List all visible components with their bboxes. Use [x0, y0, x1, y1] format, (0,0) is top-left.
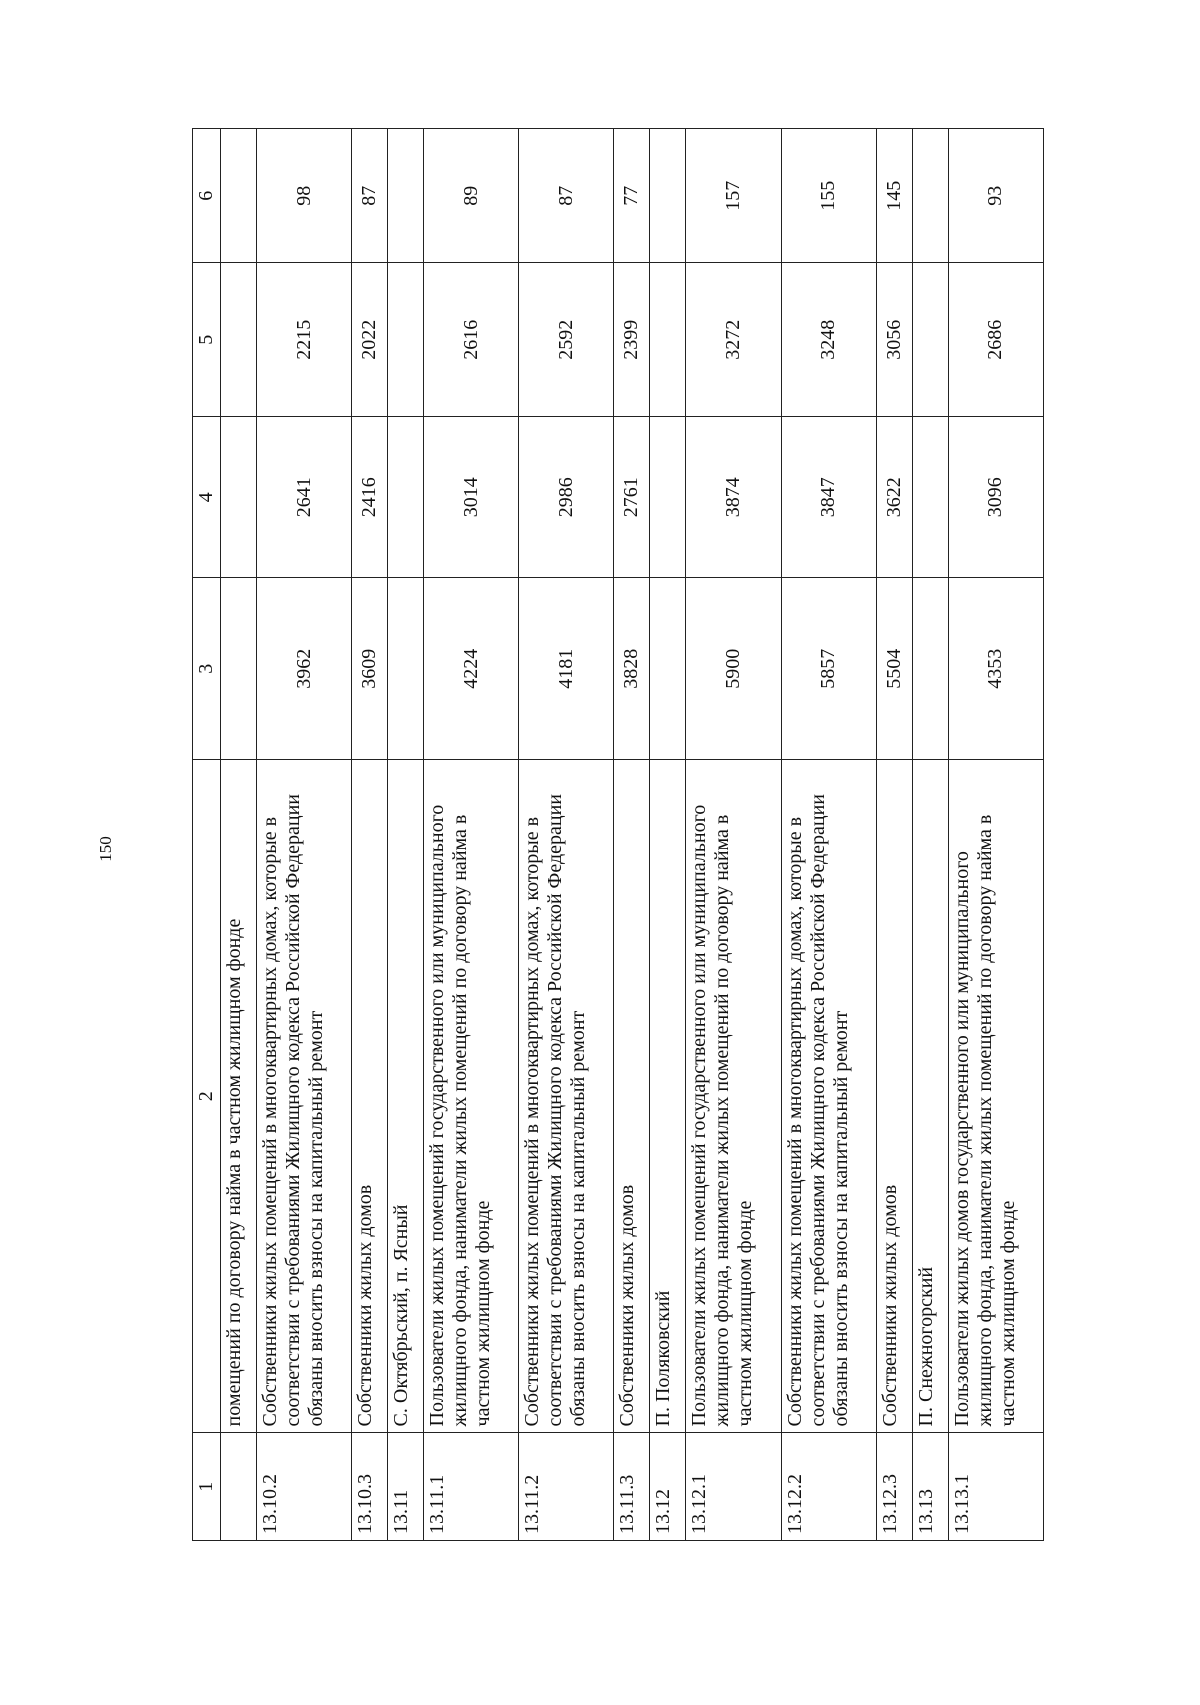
page-number: 150	[96, 836, 115, 862]
row-description: Собственники жилых помещений в многоквартирных домах, которые в соответствии с требованиями Жилищного кодекса Российской Федерации обязаны вносить взносы на капитальный ремонт	[781, 760, 876, 1433]
row-value	[912, 578, 948, 760]
row-value: 89	[424, 129, 519, 263]
header-row	[193, 129, 221, 1541]
tariff-table	[192, 128, 1044, 1541]
row-value	[221, 417, 257, 578]
row-value: 145	[876, 129, 912, 263]
row-value: 2592	[519, 263, 614, 417]
row-code: 13.10.3	[352, 1433, 388, 1541]
table-row	[650, 129, 686, 1541]
table-row	[221, 129, 257, 1541]
row-value: 4353	[948, 578, 1043, 760]
row-value: 2761	[614, 417, 650, 578]
header-cell: 6	[193, 129, 221, 263]
row-value	[912, 129, 948, 263]
row-value: 2641	[257, 417, 352, 578]
row-description: Собственники жилых домов	[876, 760, 912, 1433]
row-value: 2616	[424, 263, 519, 417]
table-row	[948, 129, 1043, 1541]
header-cell: 3	[193, 578, 221, 760]
row-value	[912, 417, 948, 578]
row-code: 13.11.3	[614, 1433, 650, 1541]
row-value	[650, 263, 686, 417]
row-code: 13.12.3	[876, 1433, 912, 1541]
row-value: 3622	[876, 417, 912, 578]
row-value: 155	[781, 129, 876, 263]
table-row	[352, 129, 388, 1541]
row-value	[388, 417, 424, 578]
row-code: 13.11.1	[424, 1433, 519, 1541]
table-body	[193, 129, 1044, 1541]
row-value	[650, 578, 686, 760]
row-value: 5504	[876, 578, 912, 760]
row-code: 13.11	[388, 1433, 424, 1541]
tariff-table-rotated	[192, 128, 1044, 1541]
row-value	[221, 578, 257, 760]
row-value	[221, 263, 257, 417]
row-value: 3847	[781, 417, 876, 578]
row-value: 3248	[781, 263, 876, 417]
table-row	[519, 129, 614, 1541]
row-value: 3096	[948, 417, 1043, 578]
row-code: 13.13.1	[948, 1433, 1043, 1541]
table-row	[912, 129, 948, 1541]
row-value	[221, 129, 257, 263]
row-value	[650, 417, 686, 578]
row-value: 3962	[257, 578, 352, 760]
row-description: Собственники жилых домов	[352, 760, 388, 1433]
row-description: помещений по договору найма в частном жилищном фонде	[221, 760, 257, 1433]
table-row	[424, 129, 519, 1541]
row-value: 2022	[352, 263, 388, 417]
row-value: 157	[686, 129, 781, 263]
row-value: 3272	[686, 263, 781, 417]
row-code: 13.12.1	[686, 1433, 781, 1541]
table-row	[257, 129, 352, 1541]
table-row	[876, 129, 912, 1541]
header-cell: 5	[193, 263, 221, 417]
row-value: 3828	[614, 578, 650, 760]
row-value: 3609	[352, 578, 388, 760]
row-value: 3014	[424, 417, 519, 578]
table-row	[388, 129, 424, 1541]
row-value	[388, 263, 424, 417]
table-row	[781, 129, 876, 1541]
row-description: Собственники жилых помещений в многоквартирных домах, которые в соответствии с требованиями Жилищного кодекса Российской Федерации обязаны вносить взносы на капитальный ремонт	[257, 760, 352, 1433]
row-description: Собственники жилых домов	[614, 760, 650, 1433]
row-value: 93	[948, 129, 1043, 263]
row-description: Пользователи жилых помещений государственного или муниципального жилищного фонда, наниматели жилых помещений по договору найма в частном жилищном фонде	[686, 760, 781, 1433]
row-value: 2686	[948, 263, 1043, 417]
row-value	[388, 129, 424, 263]
row-value: 98	[257, 129, 352, 263]
row-value: 4181	[519, 578, 614, 760]
row-description: Пользователи жилых помещений государственного или муниципального жилищного фонда, наниматели жилых помещений по договору найма в частном жилищном фонде	[424, 760, 519, 1433]
header-cell: 1	[193, 1433, 221, 1541]
row-code: 13.11.2	[519, 1433, 614, 1541]
row-value: 5900	[686, 578, 781, 760]
row-description: Пользователи жилых домов государственного или муниципального жилищного фонда, наниматели жилых помещений по договору найма в частном жилищном фонде	[948, 760, 1043, 1433]
table-row	[614, 129, 650, 1541]
row-value	[912, 263, 948, 417]
row-code: 13.10.2	[257, 1433, 352, 1541]
row-value: 4224	[424, 578, 519, 760]
row-description: Собственники жилых помещений в многоквартирных домах, которые в соответствии с требованиями Жилищного кодекса Российской Федерации обязаны вносить взносы на капитальный ремонт	[519, 760, 614, 1433]
row-value: 3056	[876, 263, 912, 417]
row-value: 3874	[686, 417, 781, 578]
row-value: 2986	[519, 417, 614, 578]
row-value	[650, 129, 686, 263]
row-value: 87	[519, 129, 614, 263]
header-cell: 4	[193, 417, 221, 578]
row-value	[388, 578, 424, 760]
row-value: 2416	[352, 417, 388, 578]
row-code: 13.13	[912, 1433, 948, 1541]
row-code	[221, 1433, 257, 1541]
header-cell: 2	[193, 760, 221, 1433]
row-description: П. Снежногорский	[912, 760, 948, 1433]
row-code: 13.12.2	[781, 1433, 876, 1541]
row-value: 2215	[257, 263, 352, 417]
row-value: 77	[614, 129, 650, 263]
row-value: 2399	[614, 263, 650, 417]
row-description: С. Октябрьский, п. Ясный	[388, 760, 424, 1433]
row-description: П. Поляковский	[650, 760, 686, 1433]
table-row	[686, 129, 781, 1541]
row-value: 5857	[781, 578, 876, 760]
row-value: 87	[352, 129, 388, 263]
row-code: 13.12	[650, 1433, 686, 1541]
